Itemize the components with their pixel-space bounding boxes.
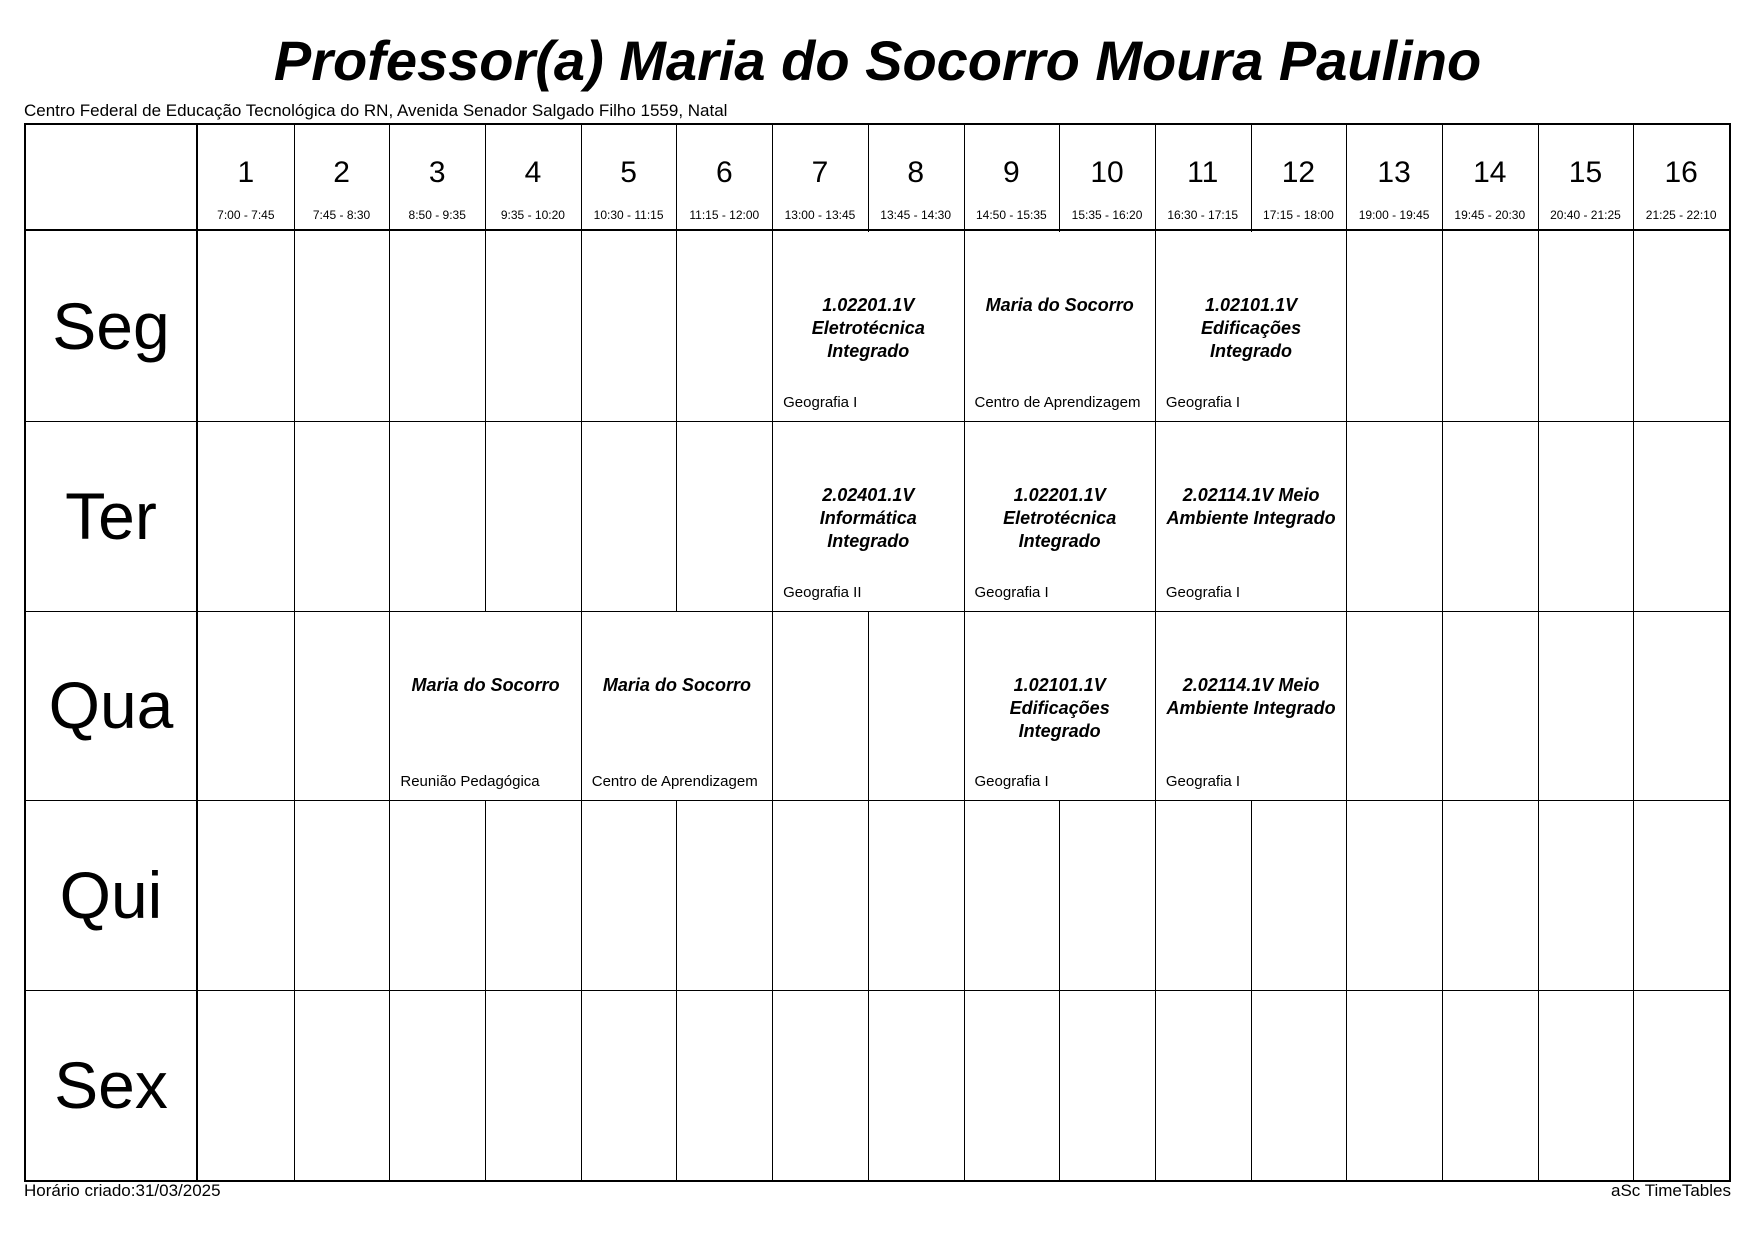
lesson-subject: Geografia I (974, 773, 1049, 791)
period-number: 15 (1568, 156, 1603, 189)
lesson-class: 1.02201.1V Eletrotécnica Integrado (1003, 484, 1117, 551)
timetable-grid (24, 123, 1731, 1182)
column-divider (1442, 125, 1443, 1180)
row-divider (26, 800, 1729, 801)
lesson-subject: Centro de Aprendizagem (591, 773, 758, 791)
lesson-card (1156, 232, 1346, 421)
lesson-subject: Geografia II (783, 583, 862, 601)
row-divider (26, 990, 1729, 991)
lesson-class: Maria do Socorro (602, 674, 751, 695)
column-divider (1633, 125, 1634, 1180)
column-divider (1538, 125, 1539, 1180)
lesson-subject: Geografia I (974, 583, 1049, 601)
lesson-card (1156, 612, 1346, 801)
lesson-card (773, 422, 963, 611)
period-number: 14 (1473, 156, 1507, 189)
period-header (294, 125, 390, 229)
lesson-subject: Centro de Aprendizagem (974, 393, 1141, 411)
lesson-subject: Geografia I (1165, 393, 1241, 411)
period-time: 13:45 - 14:30 (880, 208, 952, 222)
period-header (772, 125, 868, 229)
day-label: Seg (52, 288, 170, 363)
lesson-subject: Geografia I (783, 393, 858, 411)
lesson-card (582, 612, 772, 801)
period-header (485, 125, 581, 229)
column-divider (294, 125, 295, 1180)
period-time: 17:15 - 18:00 (1263, 208, 1334, 222)
period-header (964, 125, 1060, 229)
lesson-class: 2.02114.1V Meio Ambiente Integrado (1166, 674, 1336, 718)
lesson-card (965, 232, 1155, 421)
period-header (1633, 125, 1729, 229)
lesson-class: 2.02114.1V Meio Ambiente Integrado (1166, 484, 1336, 528)
period-time: 13:00 - 13:45 (784, 208, 856, 222)
period-time: 21:25 - 22:10 (1645, 208, 1717, 222)
period-header (868, 125, 964, 229)
period-header (1059, 125, 1155, 229)
period-number: 2 (333, 156, 350, 189)
period-number: 8 (907, 156, 924, 189)
period-header (1538, 125, 1634, 229)
day-label: Qui (59, 858, 163, 933)
period-header (676, 125, 772, 229)
app-brand: aSc TimeTables (1611, 1181, 1731, 1200)
period-number: 16 (1664, 156, 1698, 189)
period-number: 12 (1281, 156, 1316, 189)
period-number: 3 (428, 156, 446, 189)
period-time: 20:40 - 21:25 (1550, 208, 1621, 222)
period-number: 7 (811, 156, 829, 189)
period-header (1442, 125, 1538, 229)
period-time: 15:35 - 16:20 (1071, 208, 1143, 222)
lesson-subject: Reunião Pedagógica (400, 773, 540, 791)
period-time: 19:00 - 19:45 (1358, 208, 1430, 222)
period-time: 16:30 - 17:15 (1167, 208, 1239, 222)
period-time: 7:45 - 8:30 (312, 208, 371, 222)
period-time: 9:35 - 10:20 (500, 208, 565, 222)
lesson-card (390, 612, 580, 801)
lesson-subject: Geografia I (1165, 583, 1241, 601)
lesson-class: 1.02101.1V Edificações Integrado (1201, 295, 1302, 361)
lesson-class: 1.02101.1V Edificações Integrado (1009, 674, 1110, 741)
period-time: 14:50 - 15:35 (975, 208, 1047, 222)
period-header (581, 125, 677, 229)
period-header (389, 125, 485, 229)
period-time: 8:50 - 9:35 (408, 208, 466, 222)
period-number: 5 (620, 156, 637, 189)
lesson-class: 1.02201.1V Eletrotécnica Integrado (811, 295, 925, 361)
period-number: 13 (1377, 156, 1411, 189)
period-time: 11:15 - 12:00 (689, 208, 760, 222)
day-label: Qua (48, 668, 174, 743)
day-column-divider (196, 125, 198, 1180)
day-label: Ter (65, 478, 157, 553)
period-number: 1 (237, 156, 255, 189)
row-divider (26, 611, 1729, 612)
lesson-card (965, 612, 1155, 801)
period-time: 7:00 - 7:45 (217, 208, 275, 222)
column-divider (1346, 125, 1347, 1180)
period-number: 4 (524, 156, 542, 189)
period-header (198, 125, 294, 229)
created-date: Horário criado:31/03/2025 (24, 1181, 221, 1200)
lesson-class: 2.02401.1V Informática Integrado (819, 484, 917, 551)
lesson-card (965, 422, 1155, 611)
period-number: 11 (1187, 156, 1219, 189)
period-number: 6 (715, 156, 733, 189)
lesson-class: Maria do Socorro (985, 295, 1134, 315)
lesson-class: Maria do Socorro (411, 674, 560, 695)
period-header (1251, 125, 1347, 229)
period-header (1155, 125, 1251, 229)
lesson-card (1156, 422, 1346, 611)
header-divider (26, 229, 1729, 231)
page-title: Professor(a) Maria do Socorro Moura Paulino (273, 29, 1482, 92)
lesson-card (773, 232, 963, 421)
period-time: 19:45 - 20:30 (1454, 208, 1526, 222)
period-number: 9 (1003, 156, 1020, 189)
period-number: 10 (1090, 156, 1124, 189)
period-time: 10:30 - 11:15 (593, 208, 664, 222)
school-address: Centro Federal de Educação Tecnológica do RN, Avenida Senador Salgado Filho 1559, Natal (24, 101, 728, 120)
lesson-subject: Geografia I (1165, 773, 1241, 791)
period-header (1346, 125, 1442, 229)
day-label: Sex (54, 1048, 168, 1123)
